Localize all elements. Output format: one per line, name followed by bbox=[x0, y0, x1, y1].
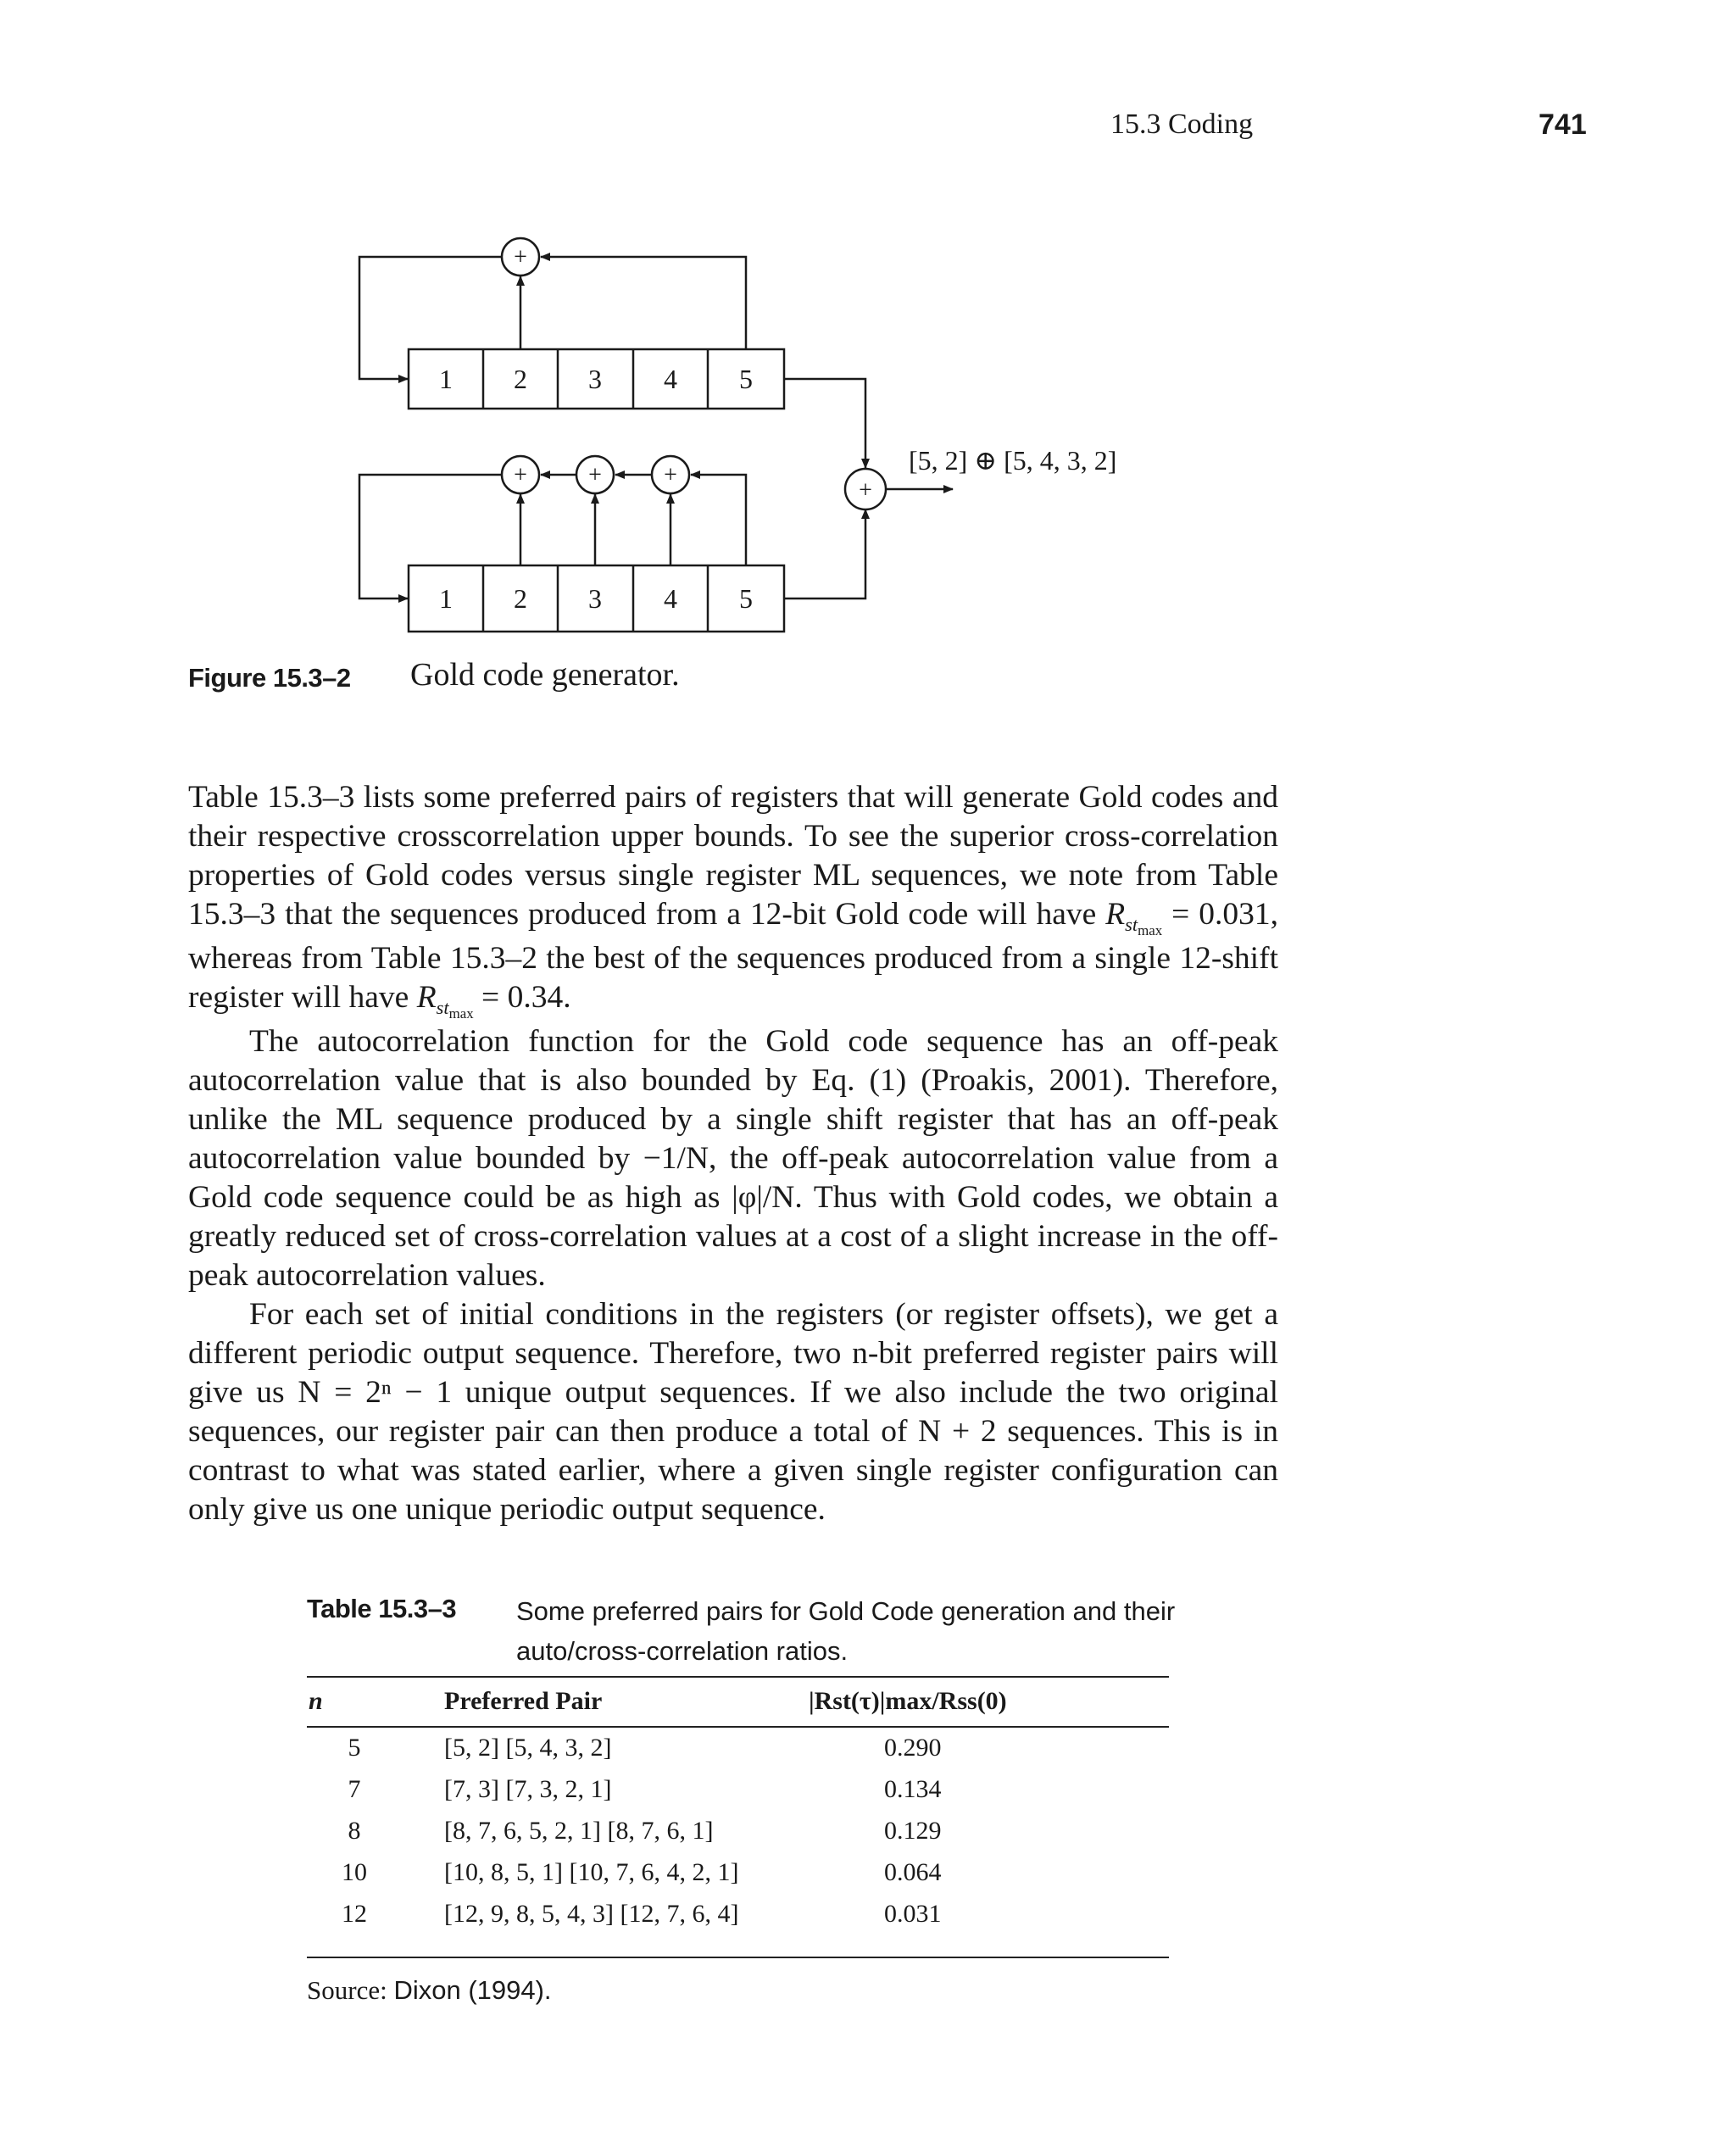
output-adder-symbol: + bbox=[859, 477, 872, 504]
bottom-adder-2-symbol: + bbox=[588, 462, 602, 488]
cell-n: 5 bbox=[348, 1734, 361, 1762]
paragraph-2: The autocorrelation function for the Gold code sequence has an off-peak autocorrelation value that is also bounded by Eq. (1) (Proakis, 2001). Therefore, unlike the ML sequence produced by a single shift register that has an off-peak autocorrelation value bounded by −1/N, the off-peak autocorrelation value from a Gold code sequence could be as high as |φ|/N. Thus with Gold codes, we obtain a greatly reduced set of cross-correlation values at a cost of a slight increase in the off-peak autocorrelation values. bbox=[188, 1024, 1278, 1293]
bottom-adder-1-symbol: + bbox=[514, 462, 527, 488]
table-row bbox=[307, 1769, 1169, 1811]
bottom-cell-2: 2 bbox=[514, 583, 527, 614]
gold-code-generator-diagram bbox=[0, 0, 1736, 670]
header-n: n bbox=[307, 1677, 444, 1727]
cell-ratio: 0.129 bbox=[884, 1817, 942, 1845]
table-source-note bbox=[307, 1975, 552, 2006]
table-row bbox=[307, 1727, 1169, 1769]
cell-pair: [5, 2] [5, 4, 3, 2] bbox=[444, 1734, 612, 1762]
top-cell-1: 1 bbox=[439, 364, 453, 394]
cell-pair: [8, 7, 6, 5, 2, 1] [8, 7, 6, 1] bbox=[444, 1817, 714, 1845]
cell-n: 12 bbox=[307, 1894, 444, 1957]
top-cell-5: 5 bbox=[739, 364, 753, 394]
bottom-cell-5: 5 bbox=[739, 583, 753, 614]
top-cell-3: 3 bbox=[588, 364, 602, 394]
source-label: Source: bbox=[307, 1975, 394, 2005]
cell-ratio: 0.031 bbox=[809, 1894, 1169, 1957]
paragraph-3: For each set of initial conditions in the registers (or register offsets), we get a different periodic output sequence. Therefore, two n-bit preferred register pairs will give us N = 2ⁿ − 1 unique output sequences. If we also include the two original sequences, our register pair can then produce a total of N + 2 sequences. This is in contrast to what was stated earlier, where a given single register configuration can only give us one unique periodic output sequence. bbox=[188, 1297, 1278, 1527]
bottom-adder-3-symbol: + bbox=[664, 462, 677, 488]
bottom-cell-4: 4 bbox=[664, 583, 677, 614]
table-header-row bbox=[307, 1677, 1169, 1727]
table-title: Some preferred pairs for Gold Code generation and their auto/cross-correlation ratios. bbox=[516, 1596, 1176, 1666]
table-row bbox=[307, 1852, 1169, 1894]
top-cell-4: 4 bbox=[664, 364, 677, 394]
top-cell-2: 2 bbox=[514, 364, 527, 394]
body-text bbox=[188, 778, 1278, 1529]
header-ratio: |Rst(τ)|max/Rss(0) bbox=[809, 1677, 1169, 1727]
cell-ratio: 0.064 bbox=[884, 1858, 942, 1886]
figure-caption bbox=[188, 657, 680, 693]
cell-n: 10 bbox=[342, 1858, 367, 1886]
bottom-cell-1: 1 bbox=[439, 583, 453, 614]
cell-pair: [10, 8, 5, 1] [10, 7, 6, 4, 2, 1] bbox=[444, 1858, 739, 1886]
source-text: Dixon (1994). bbox=[393, 1975, 552, 2005]
cell-ratio: 0.134 bbox=[884, 1775, 942, 1803]
header-preferred-pair: Preferred Pair bbox=[444, 1677, 809, 1727]
table-label: Table 15.3–3 bbox=[307, 1594, 457, 1623]
cell-pair: [7, 3] [7, 3, 2, 1] bbox=[444, 1775, 612, 1803]
figure-title: Gold code generator. bbox=[410, 657, 680, 693]
figure-label: Figure 15.3–2 bbox=[188, 663, 351, 693]
cell-n: 7 bbox=[348, 1775, 361, 1803]
cell-pair: [12, 9, 8, 5, 4, 3] [12, 7, 6, 4] bbox=[444, 1894, 809, 1957]
cell-ratio: 0.290 bbox=[884, 1734, 942, 1762]
cell-n: 8 bbox=[348, 1817, 361, 1845]
output-label: [5, 2] ⊕ [5, 4, 3, 2] bbox=[909, 445, 1117, 476]
preferred-pairs-table bbox=[307, 1676, 1169, 1958]
table-row bbox=[307, 1894, 1169, 1957]
top-adder-symbol: + bbox=[514, 244, 527, 270]
table-row bbox=[307, 1811, 1169, 1852]
page-number: 741 bbox=[1538, 109, 1587, 141]
bottom-cell-3: 3 bbox=[588, 583, 602, 614]
paragraph-1: Table 15.3–3 lists some preferred pairs of registers that will generate Gold codes and their respective crosscorrelation upper bounds. To see the superior cross-correlation properties of Gold codes versus single register ML sequences, we note from Table 15.3–3 that the sequences produced from a 12-bit Gold code will have $R_{st_{max}} = 0.031$, whereas from Table 15.3–2 the best of the sequences produced from a single 12-shift register will have $R_{st_{max}} = 0.34$. bbox=[188, 780, 1278, 1022]
table-caption bbox=[307, 1594, 1176, 1666]
running-header-section: 15.3 Coding bbox=[1110, 109, 1254, 140]
